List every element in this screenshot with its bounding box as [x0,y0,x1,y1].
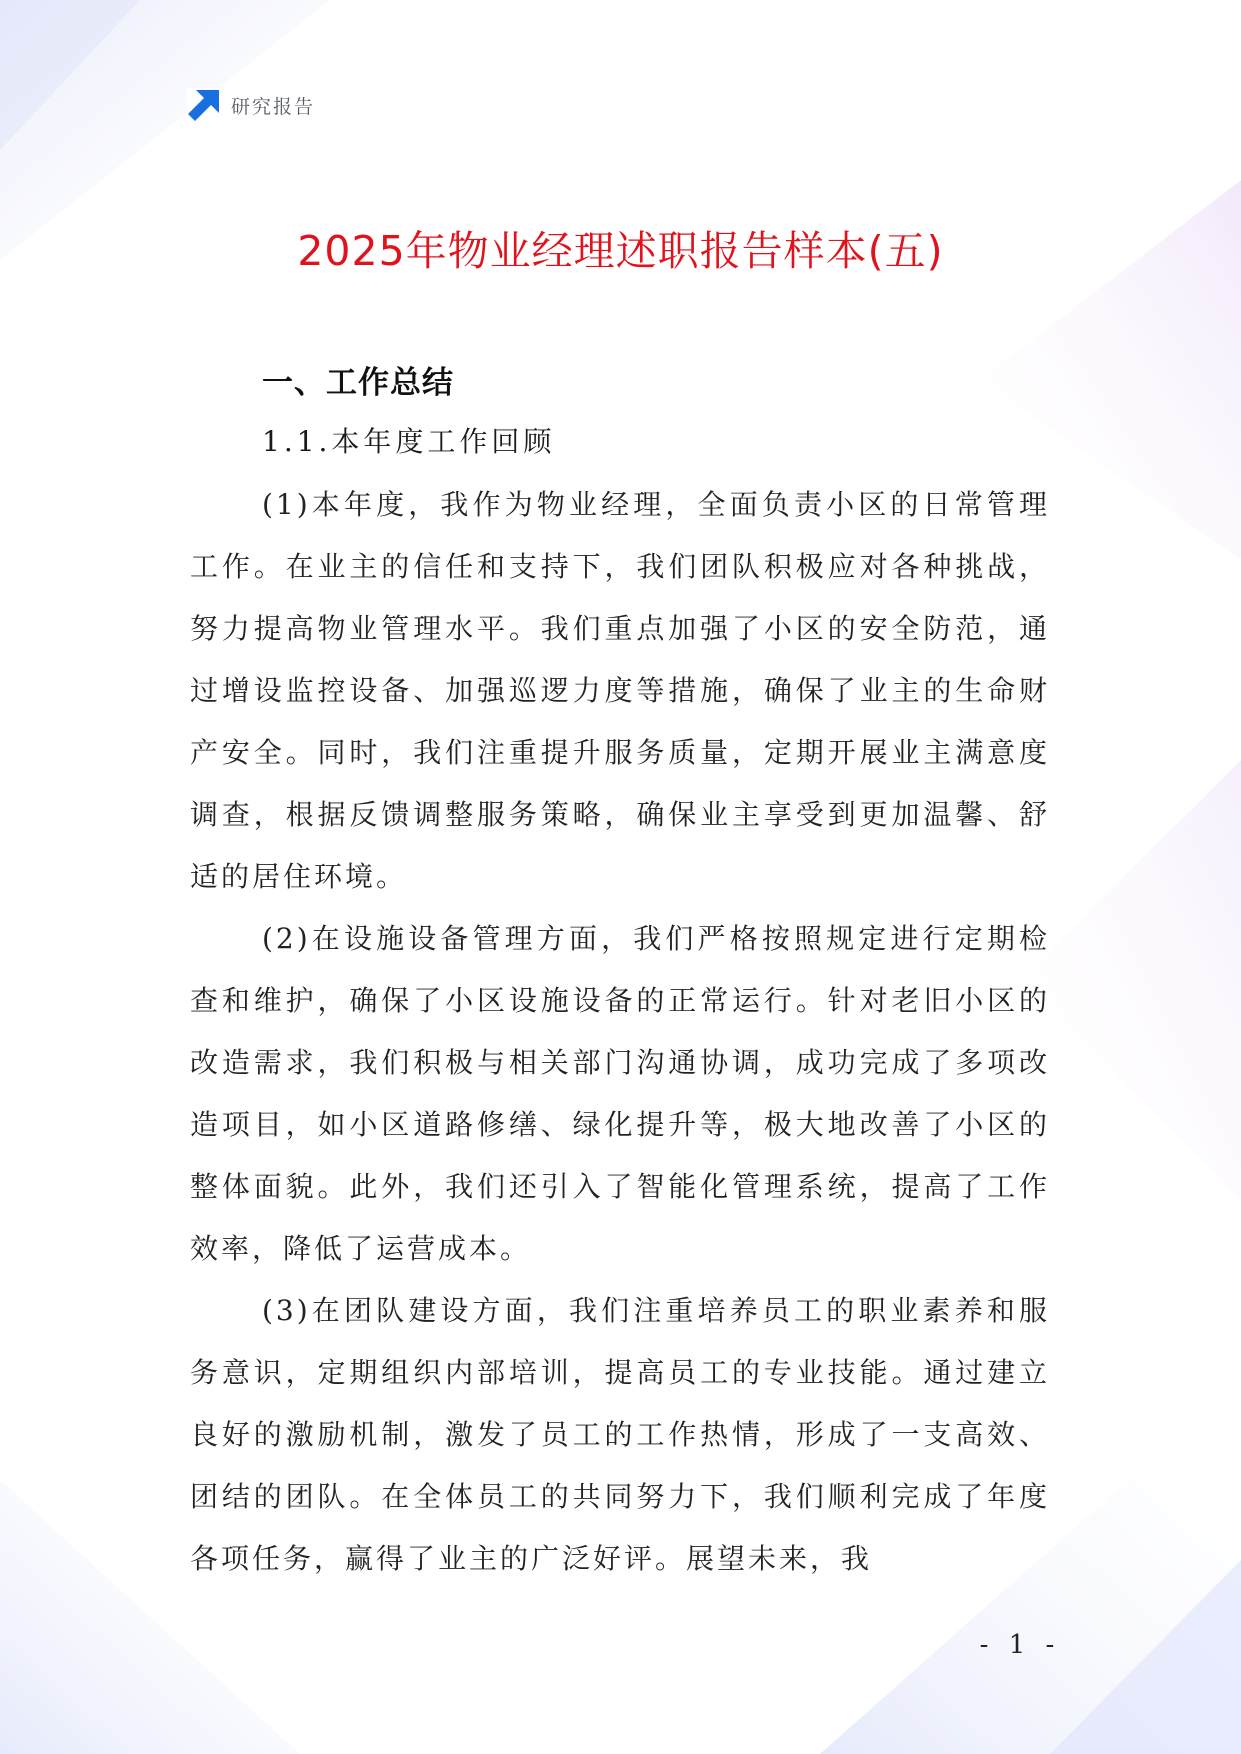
subsection-heading: 1.1.本年度工作回顾 [262,425,556,458]
header-logo [187,88,315,122]
logo-label: 研究报告 [231,95,316,118]
paragraph: (2)在设施设备管理方面，我们严格按照规定进行定期检查和维护，确保了小区设施设备的正常运行。针对老旧小区的改造需求，我们积极与相关部门沟通协调，成功完成了多项改造项目，如小区道路修缮、绿化提升等，极大地改善了小区的整体面貌。此外，我们还引入了智能化管理系统，提高了工作效率，降低了运营成本。 [190,922,1050,1265]
page-number: - 1 - [979,1630,1061,1660]
document-title: 2025年物业经理述职报告样本(五) [297,227,944,275]
section-heading: 一、工作总结 [262,365,454,401]
arrow-up-right-icon [187,88,221,122]
body-text [190,474,1050,1590]
paragraph: (3)在团队建设方面，我们注重培养员工的职业素养和服务意识，定期组织内部培训，提高员工的专业技能。通过建立良好的激励机制，激发了员工的工作热情，形成了一支高效、团结的团队。在全体员工的共同努力下，我们顺利完成了年度各项任务，赢得了业主的广泛好评。展望未来，我 [190,1294,1050,1575]
paragraph: (1)本年度，我作为物业经理，全面负责小区的日常管理工作。在业主的信任和支持下，我们团队积极应对各种挑战，努力提高物业管理水平。我们重点加强了小区的安全防范，通过增设监控设备、加强巡逻力度等措施，确保了业主的生命财产安全。同时，我们注重提升服务质量，定期开展业主满意度调查，根据反馈调整服务策略，确保业主享受到更加温馨、舒适的居住环境。 [190,488,1050,893]
